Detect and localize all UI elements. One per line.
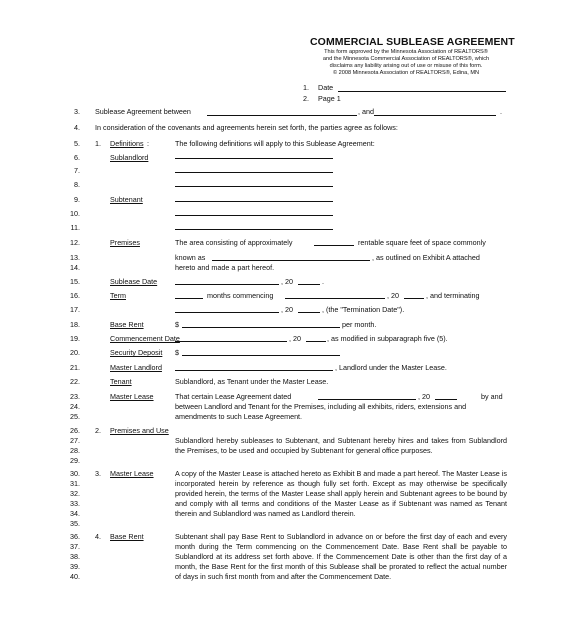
term-sublease-date: Sublease Date — [110, 277, 158, 286]
section-number: 3. — [95, 469, 101, 478]
master-lease-year-field[interactable] — [435, 399, 457, 400]
sublandlord-line-2[interactable] — [175, 172, 333, 173]
line-number: 18. — [70, 320, 80, 329]
line-number: 13. — [70, 253, 80, 262]
square-feet-field[interactable] — [314, 245, 354, 246]
section-title-definitions: Definitions — [110, 139, 144, 148]
subtenant-name-field[interactable] — [374, 115, 496, 116]
date-label: Date — [318, 83, 334, 92]
section-title-master-lease: Master Lease — [110, 469, 154, 478]
line-number: 11. — [70, 223, 80, 232]
line-number: 37. — [70, 542, 80, 551]
year-prefix: , 20 — [387, 291, 399, 300]
section-title-base-rent: Base Rent — [110, 532, 144, 541]
master-lease-clause-text: A copy of the Master Lease is attached hereto as Exhibit B and made a part hereof. The Master Lease is incorporated herein by reference as though fully set forth. Except as may otherwise be specifically provided herein, the terms of the Master Lease shall apply herein and Subtenant agrees to be bound by and comply with all terms and conditions of the Master Lease as if Subtenant was named as Tenant therein and Sublandlord was named as Landlord therein. — [175, 469, 507, 518]
line-number: 23. — [70, 392, 80, 401]
sublease-date-field[interactable] — [175, 284, 279, 285]
line-number: 12. — [70, 238, 80, 247]
subtenant-line-3[interactable] — [175, 229, 333, 230]
commencement-year-field[interactable] — [306, 341, 326, 342]
line-number: 6. — [74, 153, 80, 162]
form-title: COMMERCIAL SUBLEASE AGREEMENT — [310, 36, 515, 48]
dollar-sign: $ — [175, 320, 179, 329]
master-landlord-tail: , Landlord under the Master Lease. — [335, 363, 447, 372]
line-number: 20. — [70, 348, 80, 357]
base-rent-clause-text: Subtenant shall pay Base Rent to Sublandlord in advance on or before the first day of each and every month during the Term commencing on the Commencement Date. Base Rent shall be payable to Sublandlord at its address set forth above. If the Commencement Date is other than the first day of a month, the Base Rent for the first month of this Sublease shall be prorated to reflect the actual number of days in such first month from and after the Commencement Date. — [175, 532, 507, 581]
line-number: 29. — [70, 456, 80, 465]
term-commencement-date: Commencement Date — [110, 334, 180, 343]
master-lease-text-a: That certain Lease Agreement dated — [175, 392, 292, 401]
term-sublandlord: Sublandlord — [110, 153, 149, 162]
line-number: 30. — [70, 469, 80, 478]
commencement-date-field[interactable] — [175, 341, 287, 342]
line-number: 4. — [74, 123, 80, 132]
term-base-rent: Base Rent — [110, 320, 144, 329]
form-disclaimer-line-3: disclaims any liability arising out of use or misuse of this form. — [329, 63, 483, 69]
year-prefix: , 20 — [289, 334, 301, 343]
subtenant-line-1[interactable] — [175, 201, 333, 202]
sublease-year-field[interactable] — [298, 284, 320, 285]
term-text-a: months commencing — [207, 291, 274, 300]
line-number: 21. — [70, 363, 80, 372]
term-months-field[interactable] — [175, 298, 203, 299]
line-number: 8. — [74, 180, 80, 189]
term-master-landlord: Master Landlord — [110, 363, 162, 372]
line-number: 3. — [74, 107, 80, 116]
premises-address-field[interactable] — [212, 260, 370, 261]
line-number: 7. — [74, 166, 80, 175]
term-tenant: Tenant — [110, 377, 132, 386]
line-number: 33. — [70, 499, 80, 508]
term-term: Term — [110, 291, 126, 300]
line-number: 16. — [70, 291, 80, 300]
sublandlord-line-1[interactable] — [175, 158, 333, 159]
line-number: 31. — [70, 479, 80, 488]
premises-text-d: , as outlined on Exhibit A attached — [372, 253, 480, 262]
line-number: 27. — [70, 436, 80, 445]
termination-date-field[interactable] — [175, 312, 279, 313]
tenant-definition: Sublandlord, as Tenant under the Master Lease. — [175, 377, 329, 386]
term-subtenant: Subtenant — [110, 195, 143, 204]
line-number: 9. — [74, 195, 80, 204]
parties-and: , and — [358, 107, 374, 116]
term-text-c: , (the "Termination Date"). — [322, 305, 405, 314]
parties-intro: Sublease Agreement between — [95, 107, 191, 116]
section-number: 2. — [95, 426, 101, 435]
premises-text-a: The area consisting of approximately — [175, 238, 293, 247]
line-number: 19. — [70, 334, 80, 343]
line-number: 36. — [70, 532, 80, 541]
line-number: 1. — [303, 83, 309, 92]
master-lease-date-field[interactable] — [318, 399, 416, 400]
line-number: 34. — [70, 509, 80, 518]
line-number: 28. — [70, 446, 80, 455]
term-start-date-field[interactable] — [285, 298, 385, 299]
section-colon: : — [147, 139, 149, 148]
period: . — [322, 277, 324, 286]
term-master-lease: Master Lease — [110, 392, 154, 401]
line-number: 26. — [70, 426, 80, 435]
section-number: 4. — [95, 532, 101, 541]
date-field[interactable] — [338, 91, 506, 92]
section-title-premises-and-use: Premises and Use — [110, 426, 169, 435]
master-lease-text-d: amendments to such Lease Agreement. — [175, 412, 303, 421]
line-number: 25. — [70, 412, 80, 421]
sublandlord-line-3[interactable] — [175, 186, 333, 187]
master-lease-text-c: between Landlord and Tenant for the Premises, including all exhibits, riders, extensions and — [175, 402, 467, 411]
premises-text-c: known as — [175, 253, 206, 262]
line-number: 40. — [70, 572, 80, 581]
form-disclaimer-line-1: This form approved by the Minnesota Association of REALTORS® — [324, 49, 488, 55]
line-number: 24. — [70, 402, 80, 411]
year-prefix: , 20 — [281, 305, 293, 314]
master-lease-text-b: by and — [481, 392, 503, 401]
parties-period: . — [500, 107, 502, 116]
line-number: 39. — [70, 562, 80, 571]
consideration-clause: In consideration of the covenants and agreements herein set forth, the parties agree as follows: — [95, 123, 398, 132]
master-landlord-field[interactable] — [175, 370, 333, 371]
section-number: 1. — [95, 139, 101, 148]
year-prefix: , 20 — [418, 392, 430, 401]
line-number: 35. — [70, 519, 80, 528]
subtenant-line-2[interactable] — [175, 215, 333, 216]
definitions-intro: The following definitions will apply to this Sublease Agreement: — [175, 139, 375, 148]
premises-text-b: rentable square feet of space commonly — [358, 238, 486, 247]
termination-year-field[interactable] — [298, 312, 320, 313]
line-number: 14. — [70, 263, 80, 272]
sublandlord-name-field[interactable] — [207, 115, 357, 116]
term-start-year-field[interactable] — [404, 298, 424, 299]
form-disclaimer-line-2: and the Minnesota Commercial Association of REALTORS®, which — [322, 56, 490, 62]
year-prefix: , 20 — [281, 277, 293, 286]
line-number: 38. — [70, 552, 80, 561]
line-number: 10. — [70, 209, 80, 218]
form-copyright: © 2008 Minnesota Association of REALTORS®, Edina, MN — [332, 70, 480, 76]
commencement-tail: , as modified in subparagraph five (5). — [327, 334, 448, 343]
page-label: Page 1 — [318, 94, 341, 103]
premises-and-use-text: Sublandlord hereby subleases to Subtenant, and Subtenant hereby hires and takes from Sublandlord the Premises, to be used and occupied by Subtenant for general office purposes. — [175, 436, 507, 455]
premises-text-e: hereto and made a part hereof. — [175, 263, 275, 272]
term-premises: Premises — [110, 238, 140, 247]
base-rent-field[interactable] — [182, 327, 340, 328]
term-security-deposit: Security Deposit — [110, 348, 163, 357]
line-number: 22. — [70, 377, 80, 386]
line-number: 2. — [303, 94, 309, 103]
term-text-b: , and terminating — [426, 291, 480, 300]
line-number: 15. — [70, 277, 80, 286]
line-number: 5. — [74, 139, 80, 148]
security-deposit-field[interactable] — [182, 355, 340, 356]
per-month: per month. — [342, 320, 377, 329]
line-number: 17. — [70, 305, 80, 314]
dollar-sign: $ — [175, 348, 179, 357]
line-number: 32. — [70, 489, 80, 498]
